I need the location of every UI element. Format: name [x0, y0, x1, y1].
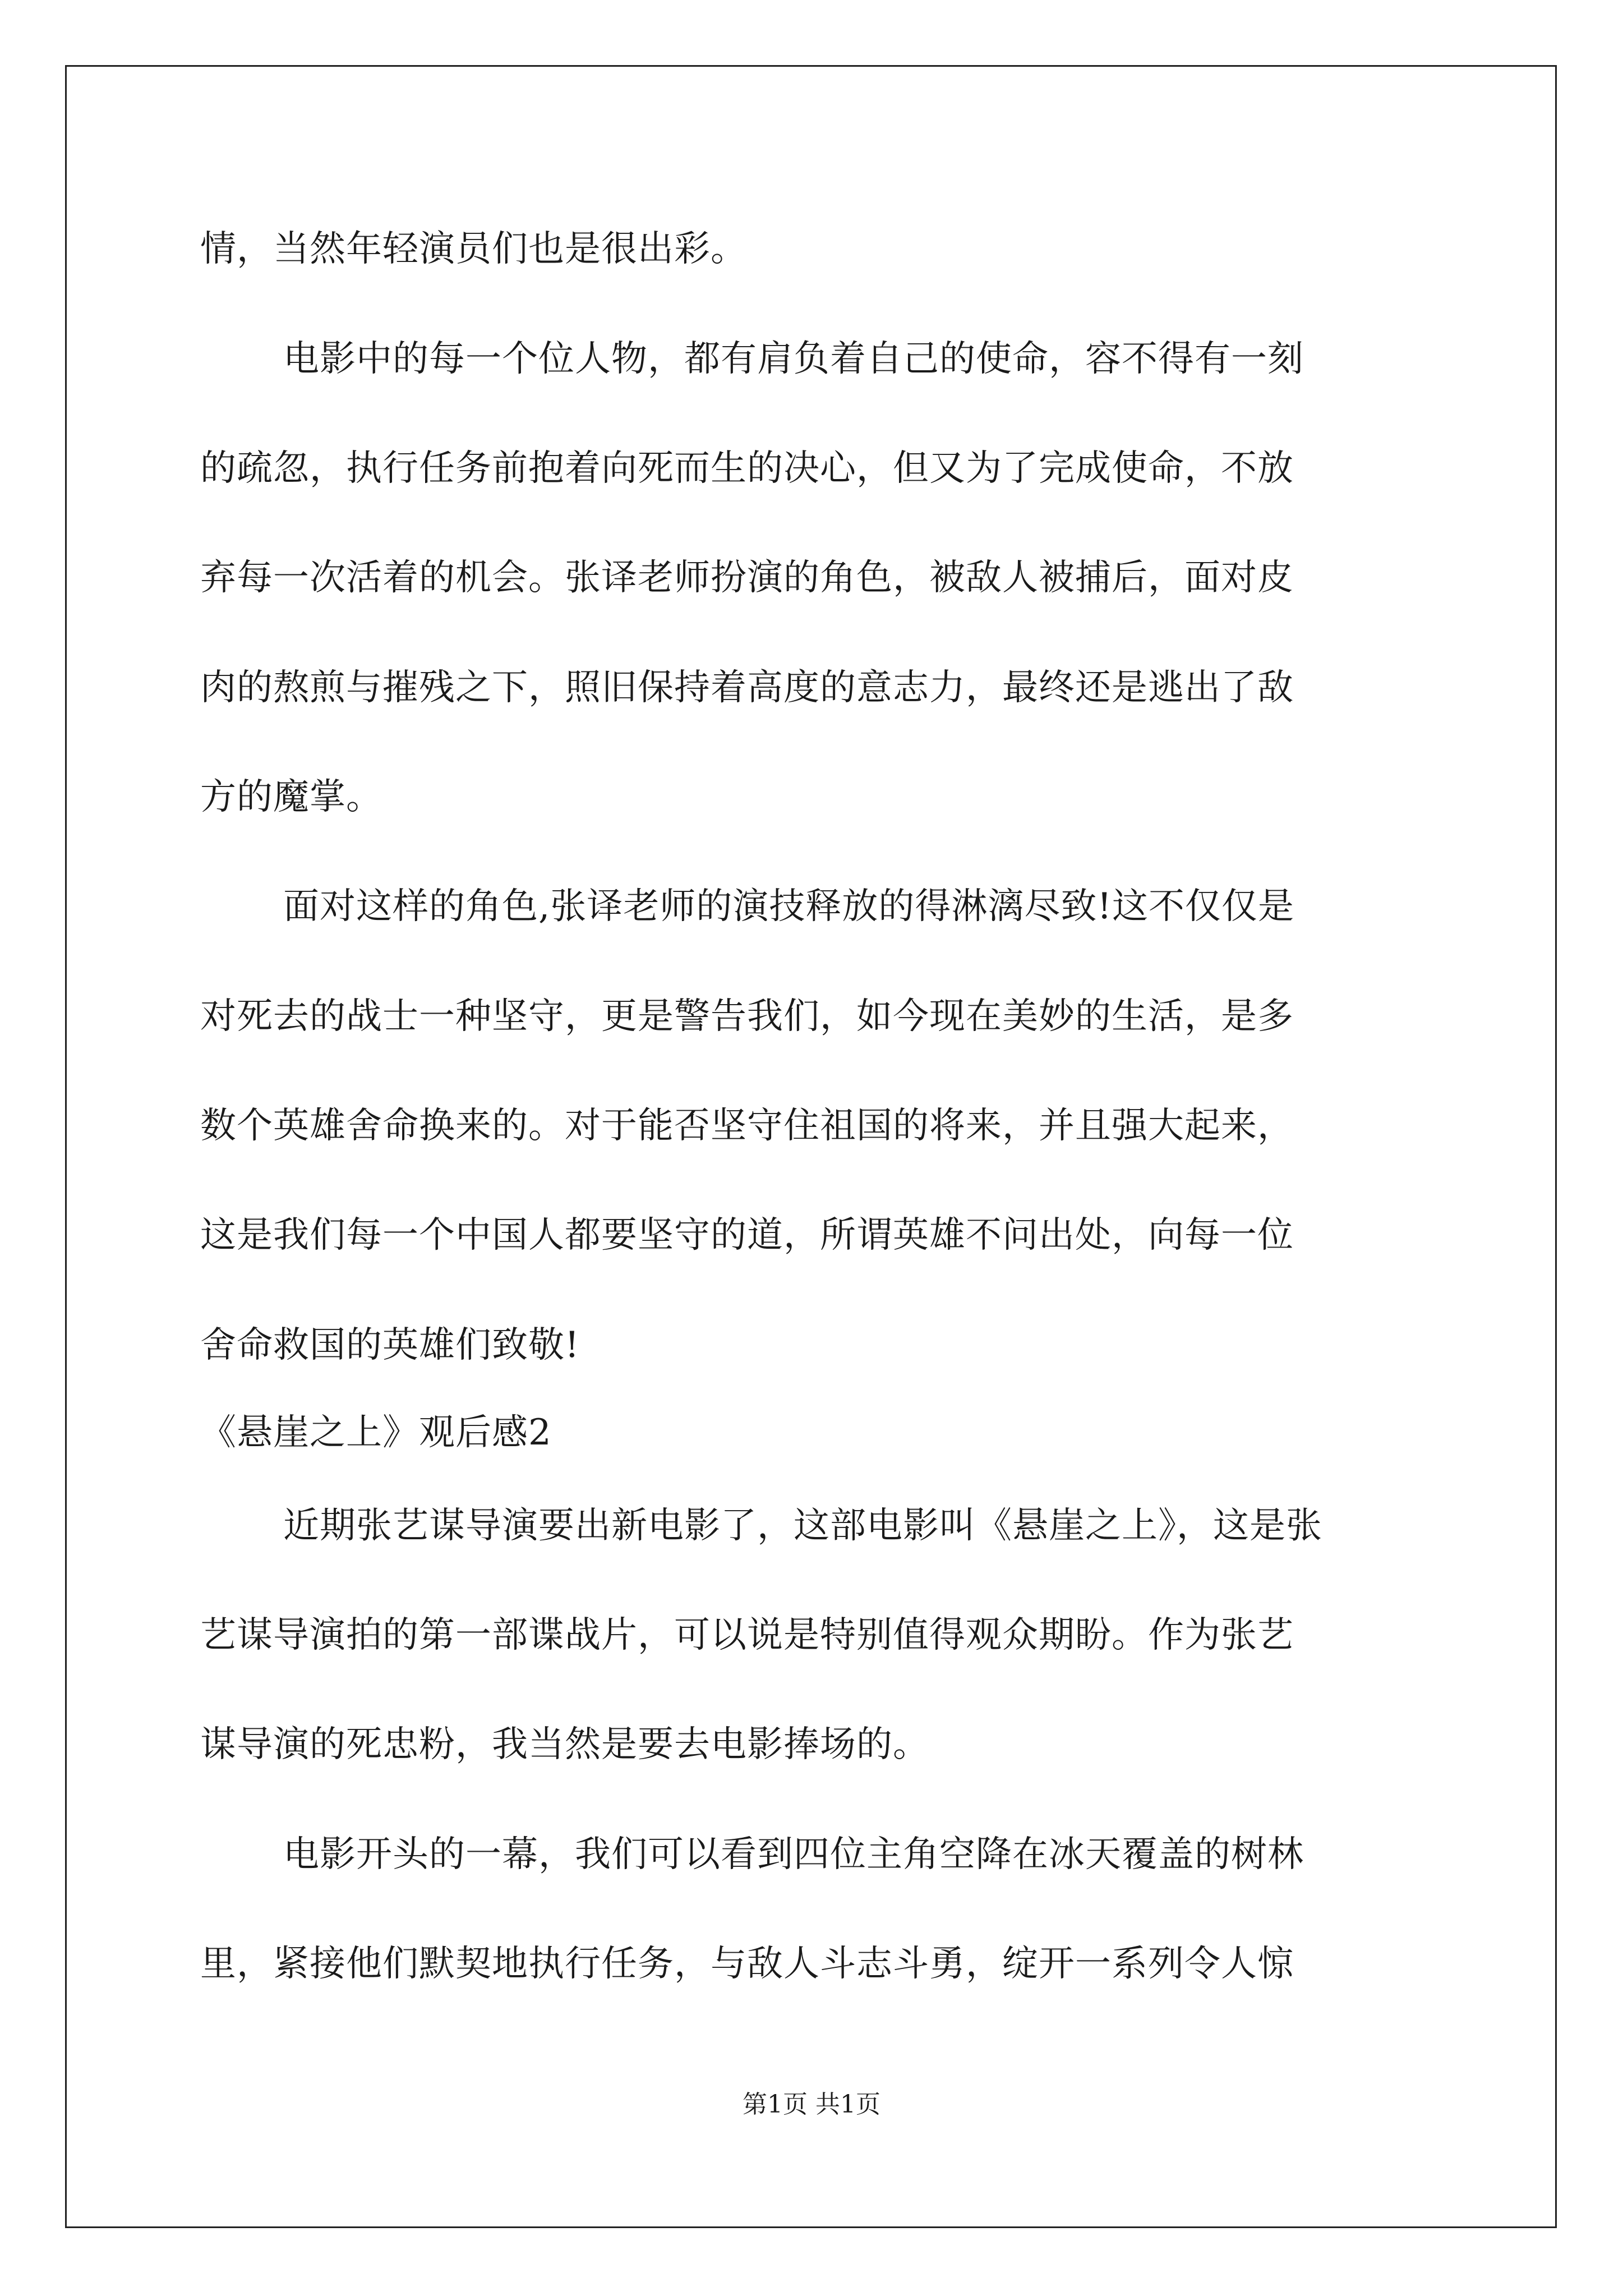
paragraph-line: 方的魔掌。 [200, 776, 382, 818]
paragraph-line: 弃每一次活着的机会。张译老师扮演的角色，被敌人被捕后，面对皮 [200, 557, 1294, 599]
paragraph-line: 艺谋导演拍的第一部谍战片，可以说是特别值得观众期盼。作为张艺 [200, 1614, 1294, 1656]
paragraph-line: 肉的熬煎与摧残之下，照旧保持着高度的意志力，最终还是逃出了敌 [200, 667, 1294, 708]
page-footer: 第1页 共1页 [743, 2090, 880, 2119]
paragraph-line: 面对这样的角色,张译老师的演技释放的得淋漓尽致!这不仅仅是 [283, 886, 1295, 927]
paragraph-line: 这是我们每一个中国人都要坚守的道，所谓英雄不问出处，向每一位 [200, 1214, 1294, 1256]
paragraph-line: 舍命救国的英雄们致敬! [200, 1324, 580, 1366]
section-heading: 《悬崖之上》观后感2 [200, 1412, 552, 1453]
paragraph-line: 电影中的每一个位人物，都有肩负着自己的使命，容不得有一刻 [283, 338, 1304, 380]
paragraph-line: 近期张艺谋导演要出新电影了，这部电影叫《悬崖之上》，这是张 [283, 1505, 1322, 1547]
paragraph-line: 电影开头的一幕，我们可以看到四位主角空降在冰天覆盖的树林 [283, 1834, 1304, 1875]
paragraph-line: 谋导演的死忠粉，我当然是要去电影捧场的。 [200, 1724, 929, 1765]
page-border [65, 65, 1557, 2228]
paragraph-line: 的疏忽，执行任务前抱着向死而生的决心，但又为了完成使命，不放 [200, 448, 1294, 489]
paragraph-line: 数个英雄舍命换来的。对于能否坚守住祖国的将来，并且强大起来， [200, 1105, 1294, 1147]
paragraph-line: 对死去的战士一种坚守，更是警告我们，如今现在美妙的生活，是多 [200, 996, 1294, 1037]
paragraph-line: 情，当然年轻演员们也是很出彩。 [200, 228, 747, 270]
paragraph-line: 里，紧接他们默契地执行任务，与敌人斗志斗勇，绽开一系列令人惊 [200, 1943, 1294, 1985]
